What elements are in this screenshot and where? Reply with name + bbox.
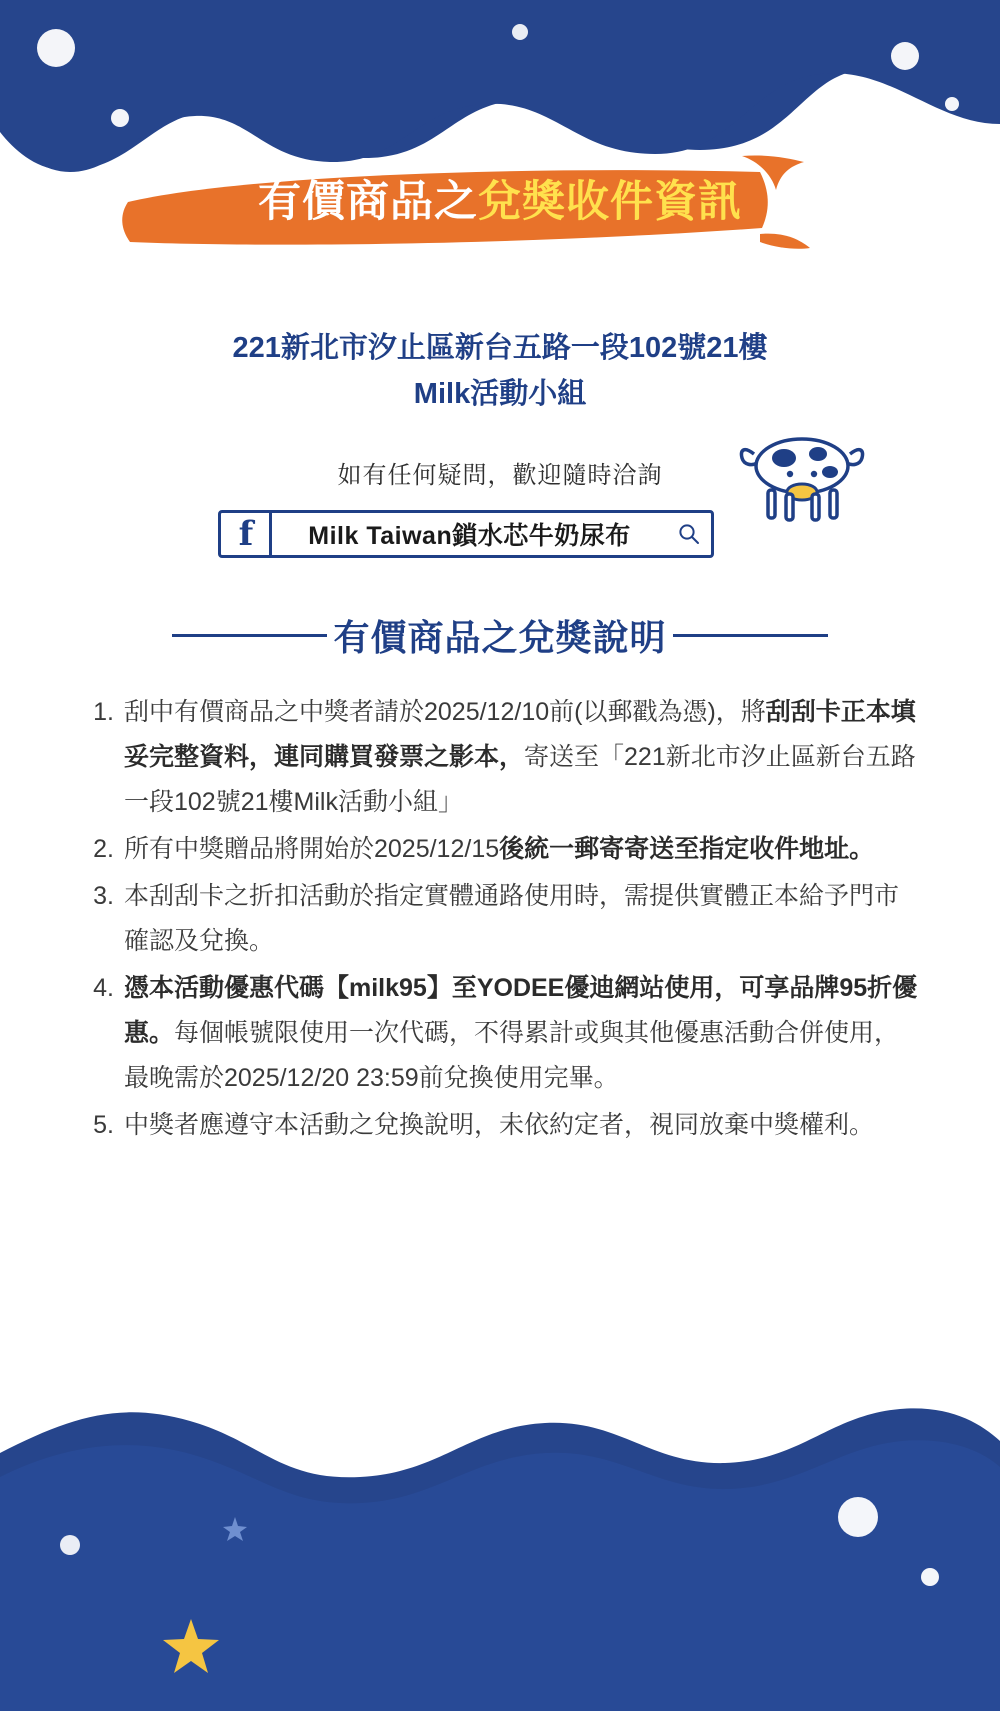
note-segment: 刮刮卡正本填妥完整資料，連同購買發票之影本， [124,698,916,771]
note-segment: 每個帳號限使用一次代碼，不得累計或與其他優惠活動合併使用，最晚需於2025/12/20 23:59前兌換使用完畢。 [124,1019,900,1092]
note-number: 3. [93,882,114,910]
mailing-address [0,325,1000,417]
note-text [124,966,922,1101]
note-text [124,874,922,964]
facebook-icon: f [238,514,254,554]
note-text [124,1103,922,1148]
note-item [82,966,922,1101]
star-yellow-icon [162,1617,220,1675]
banner-title [0,168,1000,229]
note-item [82,827,922,872]
note-item [82,690,922,825]
star-blue-icon [222,1516,248,1542]
note-segment: 本刮刮卡之折扣活動於指定實體通路使用時，需提供實體正本給予門市確認及兌換。 [124,882,900,955]
rule-right [673,634,828,637]
address-line-2: Milk活動小組 [413,378,587,410]
banner-title-part1: 有價商品之 [258,178,478,226]
note-segment: 中獎者應遵守本活動之兌換說明，未依約定者，視同放棄中獎權利。 [124,1111,875,1139]
search-icon[interactable] [667,513,711,555]
inquiry-text: 如有任何疑問，歡迎隨時洽詢 [337,462,663,489]
note-number: 4. [93,974,114,1002]
address-line-1: 221新北市汐止區新台五路一段102號21樓 [232,332,768,364]
bottom-wave-decoration [0,1331,1000,1711]
redemption-notes-list [82,690,922,1150]
section-title: 有價商品之兌獎說明 [333,617,667,658]
note-segment: 後統一郵寄寄送至指定收件地址。 [499,835,875,863]
section-heading [0,610,1000,661]
note-segment: 刮中有價商品之中獎者請於2025/12/10前(以郵戳為憑)，將 [124,698,766,726]
facebook-page-name: Milk Taiwan鎖水芯牛奶尿布 [308,522,631,550]
note-text [124,827,922,872]
banner-title-part2: 兌獎收件資訊 [478,178,742,226]
note-number: 5. [93,1111,114,1139]
cow-mascot-icon [738,432,868,532]
rule-left [172,634,327,637]
note-number: 2. [93,835,114,863]
note-item [82,874,922,964]
note-segment: 憑本活動優惠代碼【milk95】至YODEE優迪網站使用，可享品牌95折優惠。 [124,974,918,1047]
note-number: 1. [93,698,114,726]
note-segment: 寄送至「221新北市汐止區新台五路一段102號21樓Milk活動小組」 [124,743,916,816]
facebook-page-bar[interactable] [218,510,714,558]
note-item [82,1103,922,1148]
note-text [124,690,922,825]
note-segment: 所有中獎贈品將開始於2025/12/15 [124,835,500,863]
